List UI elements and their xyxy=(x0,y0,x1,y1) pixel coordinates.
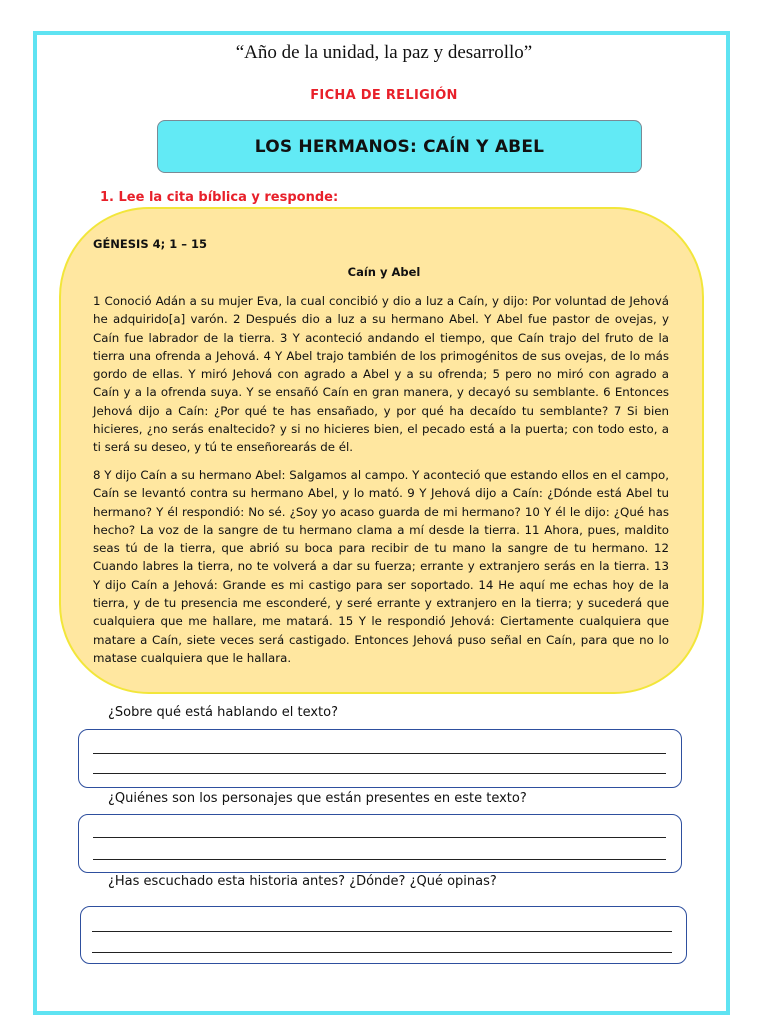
reading-paragraph-2: 8 Y dijo Caín a su hermano Abel: Salgamos al campo. Y aconteció que estando ellos en el campo, Caín se levantó contra su hermano Abel, y lo mató. 9 Y Jehová dijo a Caín: ¿Dónde está Abel tu hermano? Y él respondió: No sé. ¿Soy yo acaso guarda de mi hermano? 10 Y él le dijo: ¿Qué has hecho? La voz de la sangre de tu hermano clama a mí desde la tierra. 11 Ahora, pues, maldito seas tú de la tierra, que abrió su boca para recibir de tu mano la sangre de tu hermano. 12 Cuando labres la tierra, no te volverá a dar su fuerza; errante y extranjero serás en la tierra. 13 Y dijo Caín a Jehová: Grande es mi castigo para ser soportado. 14 He aquí me echas hoy de la tierra, y de tu presencia me esconderé, y seré errante y extranjero en la tierra; y sucederá que cualquiera que me hallare, me matará. 15 Y le respondió Jehová: Ciertamente cualquiera que matare a Caín, siete veces será castigado. Entonces Jehová puso señal en Caín, para que no lo matase cualquiera que le hallara. xyxy=(93,468,669,665)
answer-box-3[interactable] xyxy=(80,906,687,964)
answer-line xyxy=(92,952,672,953)
answer-box-1[interactable] xyxy=(78,729,682,788)
question-3: ¿Has escuchado esta historia antes? ¿Dónde? ¿Qué opinas? xyxy=(108,874,497,889)
page-title: LOS HERMANOS: CAÍN Y ABEL xyxy=(254,136,545,157)
question-1: ¿Sobre qué está hablando el texto? xyxy=(108,705,339,720)
answer-line xyxy=(93,859,666,860)
answer-line xyxy=(93,773,666,774)
answer-line xyxy=(92,931,672,932)
answer-line xyxy=(93,753,666,754)
answer-box-2[interactable] xyxy=(78,814,682,873)
instruction-text: 1. Lee la cita bíblica y responde: xyxy=(100,190,339,205)
question-2: ¿Quiénes son los personajes que están presentes en este texto? xyxy=(108,791,527,806)
year-title: “Año de la unidad, la paz y desarrollo” xyxy=(235,42,533,63)
bible-reference: GÉNESIS 4; 1 – 15 xyxy=(93,237,207,251)
title-box xyxy=(157,120,642,173)
answer-line xyxy=(93,837,666,838)
worksheet-subtitle: FICHA DE RELIGIÓN xyxy=(310,88,458,103)
reading-heading: Caín y Abel xyxy=(347,265,421,279)
reading-paragraph-1: 1 Conoció Adán a su mujer Eva, la cual concibió y dio a luz a Caín, y dijo: Por voluntad de Jehová he adquirido[a] varón. 2 Después dio a luz a su hermano Abel. Y Abel fue pastor de ovejas, y Caín fue labrador de la tierra. 3 Y aconteció andando el tiempo, que Caín trajo del fruto de la tierra una ofrenda a Jehová. 4 Y Abel trajo también de los primogénitos de sus ovejas, de lo más gordo de ellas. Y miró Jehová con agrado a Abel y a su ofrenda; 5 pero no miró con agrado a Caín y a la ofrenda suya. Y se ensañó Caín en gran manera, y decayó su semblante. 6 Entonces Jehová dijo a Caín: ¿Por qué te has ensañado, y por qué ha decaído tu semblante? 7 Si bien hicieres, ¿no serás enaltecido? y si no hicieres bien, el pecado está a la puerta; con todo esto, a ti será su deseo, y tú te enseñorearás de él. xyxy=(93,294,669,455)
